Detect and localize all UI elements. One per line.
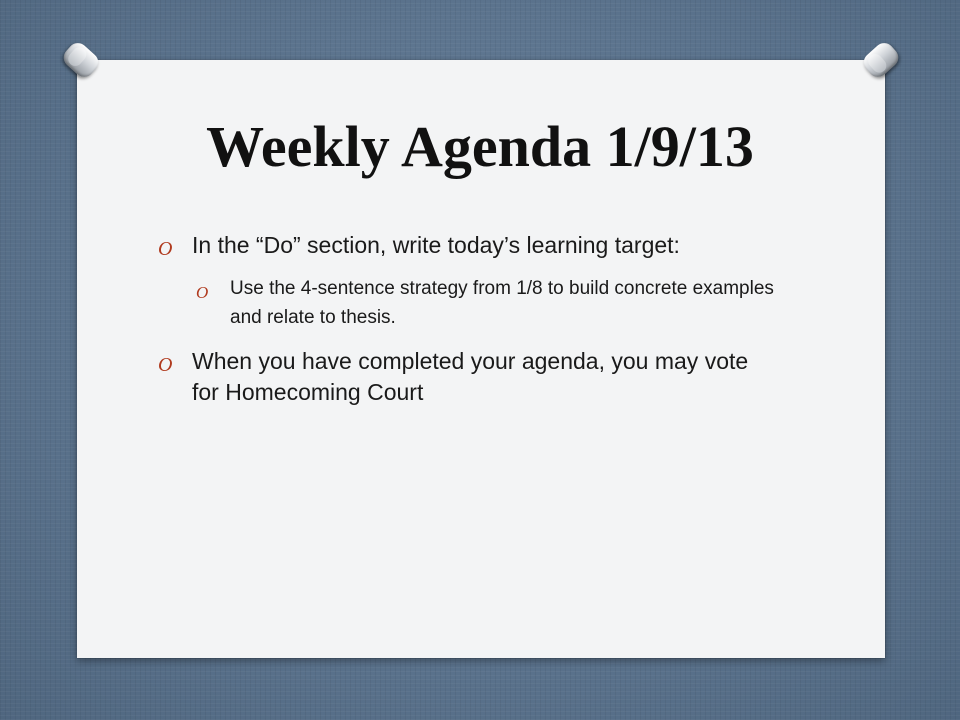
bullet-text: When you have completed your agenda, you may vote for Homecoming Court xyxy=(192,348,749,405)
sub-bullet-text: Use the 4-sentence strategy from 1/8 to build concrete examples and relate to thesis. xyxy=(230,278,774,328)
bullet-item xyxy=(158,346,778,408)
bullet-text: In the “Do” section, write today’s learning target: xyxy=(192,232,680,258)
bullet-marker-icon: O xyxy=(158,354,173,376)
sub-bullet-item xyxy=(196,274,778,332)
bullet-marker-icon: O xyxy=(196,283,209,302)
slide-title: Weekly Agenda 1/9/13 xyxy=(206,114,754,179)
bullet-list xyxy=(158,230,778,421)
bullet-marker-icon: O xyxy=(158,238,173,260)
bullet-item xyxy=(158,230,778,261)
